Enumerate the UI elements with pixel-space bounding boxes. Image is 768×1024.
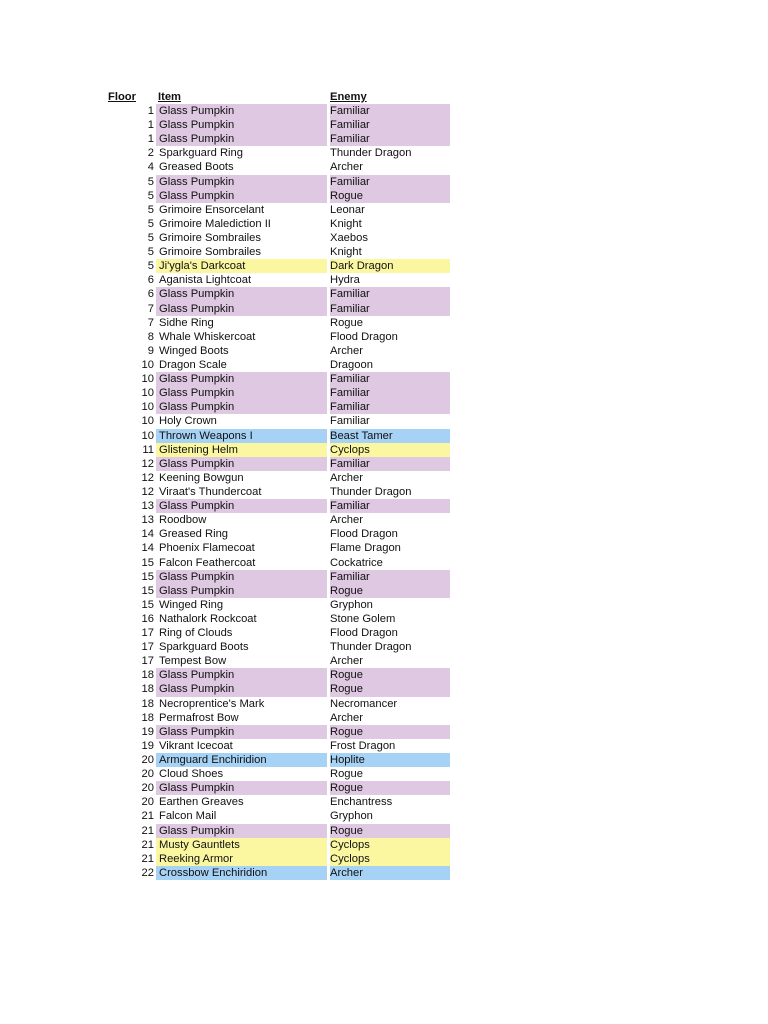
item-cell: Vikrant Icecoat bbox=[159, 739, 233, 752]
item-cell: Winged Ring bbox=[159, 598, 224, 611]
enemy-cell: Cockatrice bbox=[330, 556, 383, 569]
floor-cell: 5 bbox=[147, 189, 154, 202]
floor-cell: 6 bbox=[147, 288, 154, 301]
floor-cell: 20 bbox=[141, 796, 154, 809]
item-cell: Thrown Weapons I bbox=[156, 429, 327, 443]
item-cell: Glass Pumpkin bbox=[156, 499, 327, 513]
floor-cell: 10 bbox=[141, 415, 154, 428]
item-cell: Necroprentice's Mark bbox=[159, 697, 265, 710]
enemy-cell: Archer bbox=[330, 711, 363, 724]
floor-cell: 5 bbox=[147, 231, 154, 244]
enemy-cell: Familiar bbox=[330, 175, 450, 189]
floor-cell: 12 bbox=[141, 471, 154, 484]
floor-cell: 7 bbox=[147, 316, 154, 329]
item-cell: Glass Pumpkin bbox=[156, 668, 327, 682]
enemy-cell: Familiar bbox=[330, 302, 450, 316]
item-cell: Greased Ring bbox=[159, 528, 229, 541]
floor-cell: 21 bbox=[141, 852, 154, 865]
enemy-cell: Frost Dragon bbox=[330, 739, 396, 752]
enemy-cell: Xaebos bbox=[330, 231, 368, 244]
item-cell: Roodbow bbox=[159, 514, 207, 527]
floor-cell: 20 bbox=[141, 754, 154, 767]
item-cell: Glass Pumpkin bbox=[156, 400, 327, 414]
item-cell: Glass Pumpkin bbox=[156, 570, 327, 584]
floor-cell: 21 bbox=[141, 810, 154, 823]
floor-cell: 15 bbox=[141, 570, 154, 583]
enemy-cell: Flood Dragon bbox=[330, 528, 398, 541]
item-cell: Glass Pumpkin bbox=[156, 118, 327, 132]
floor-cell: 12 bbox=[141, 485, 154, 498]
enemy-cell: Archer bbox=[330, 866, 450, 880]
floor-cell: 21 bbox=[141, 824, 154, 837]
item-cell: Ji'ygla's Darkcoat bbox=[156, 259, 327, 273]
enemy-cell: Dragoon bbox=[330, 358, 373, 371]
item-cell: Aganista Lightcoat bbox=[159, 274, 252, 287]
floor-cell: 15 bbox=[141, 598, 154, 611]
floor-cell: 10 bbox=[141, 387, 154, 400]
item-cell: Glass Pumpkin bbox=[156, 824, 327, 838]
enemy-cell: Archer bbox=[330, 655, 363, 668]
item-cell: Ring of Clouds bbox=[159, 627, 233, 640]
enemy-cell: Archer bbox=[330, 161, 363, 174]
item-cell: Glass Pumpkin bbox=[156, 104, 327, 118]
enemy-cell: Familiar bbox=[330, 570, 450, 584]
floor-cell: 1 bbox=[147, 133, 154, 146]
floor-cell: 19 bbox=[141, 725, 154, 738]
item-cell: Glass Pumpkin bbox=[156, 302, 327, 316]
item-cell: Falcon Feathercoat bbox=[159, 556, 256, 569]
item-cell: Crossbow Enchiridion bbox=[156, 866, 327, 880]
enemy-cell: Hydra bbox=[330, 274, 360, 287]
item-cell: Sparkguard Boots bbox=[159, 641, 249, 654]
floor-cell: 10 bbox=[141, 401, 154, 414]
floor-cell: 5 bbox=[147, 246, 154, 259]
enemy-cell: Cyclops bbox=[330, 443, 450, 457]
item-cell: Tempest Bow bbox=[159, 655, 227, 668]
item-cell: Falcon Mail bbox=[159, 810, 217, 823]
floor-cell: 17 bbox=[141, 641, 154, 654]
floor-cell: 13 bbox=[141, 514, 154, 527]
floor-cell: 17 bbox=[141, 655, 154, 668]
enemy-cell: Rogue bbox=[330, 682, 450, 696]
floor-cell: 18 bbox=[141, 697, 154, 710]
item-cell: Glass Pumpkin bbox=[156, 457, 327, 471]
item-cell: Phoenix Flamecoat bbox=[159, 542, 255, 555]
enemy-cell: Rogue bbox=[330, 668, 450, 682]
enemy-cell: Archer bbox=[330, 514, 363, 527]
enemy-cell: Familiar bbox=[330, 415, 370, 428]
enemy-cell: Rogue bbox=[330, 316, 363, 329]
enemy-cell: Thunder Dragon bbox=[330, 147, 412, 160]
enemy-cell: Familiar bbox=[330, 386, 450, 400]
item-cell: Nathalork Rockcoat bbox=[159, 612, 257, 625]
item-cell: Glass Pumpkin bbox=[156, 584, 327, 598]
enemy-column-header: Enemy bbox=[330, 91, 367, 103]
enemy-cell: Enchantress bbox=[330, 796, 393, 809]
floor-cell: 20 bbox=[141, 782, 154, 795]
floor-cell: 14 bbox=[141, 542, 154, 555]
enemy-cell: Familiar bbox=[330, 400, 450, 414]
floor-cell: 5 bbox=[147, 260, 154, 273]
enemy-cell: Flame Dragon bbox=[330, 542, 401, 555]
enemy-cell: Familiar bbox=[330, 499, 450, 513]
floor-cell: 10 bbox=[141, 429, 154, 442]
floor-cell: 19 bbox=[141, 739, 154, 752]
floor-cell: 10 bbox=[141, 358, 154, 371]
floor-cell: 18 bbox=[141, 711, 154, 724]
item-cell: Musty Gauntlets bbox=[156, 838, 327, 852]
enemy-cell: Rogue bbox=[330, 824, 450, 838]
item-cell: Whale Whiskercoat bbox=[159, 330, 256, 343]
floor-cell: 15 bbox=[141, 556, 154, 569]
enemy-cell: Familiar bbox=[330, 372, 450, 386]
item-cell: Glass Pumpkin bbox=[156, 175, 327, 189]
item-cell: Glass Pumpkin bbox=[156, 386, 327, 400]
floor-cell: 17 bbox=[141, 627, 154, 640]
item-cell: Viraat's Thundercoat bbox=[159, 485, 262, 498]
floor-cell: 21 bbox=[141, 838, 154, 851]
enemy-cell: Knight bbox=[330, 217, 362, 230]
floor-cell: 6 bbox=[147, 274, 154, 287]
floor-cell: 8 bbox=[147, 330, 154, 343]
item-cell: Grimoire Sombrailes bbox=[159, 231, 261, 244]
item-cell: Winged Boots bbox=[159, 344, 229, 357]
item-cell: Sidhe Ring bbox=[159, 316, 214, 329]
floor-column-header: Floor bbox=[108, 91, 136, 103]
enemy-cell: Familiar bbox=[330, 457, 450, 471]
floor-cell: 18 bbox=[141, 683, 154, 696]
enemy-cell: Necromancer bbox=[330, 697, 398, 710]
floor-cell: 1 bbox=[147, 119, 154, 132]
enemy-cell: Cyclops bbox=[330, 852, 450, 866]
item-cell: Grimoire Ensorcelant bbox=[159, 203, 265, 216]
enemy-cell: Knight bbox=[330, 246, 362, 259]
enemy-cell: Familiar bbox=[330, 104, 450, 118]
floor-cell: 5 bbox=[147, 217, 154, 230]
enemy-cell: Archer bbox=[330, 344, 363, 357]
item-cell: Sparkguard Ring bbox=[159, 147, 243, 160]
floor-cell: 7 bbox=[147, 302, 154, 315]
item-column-header: Item bbox=[158, 91, 182, 103]
floor-cell: 11 bbox=[142, 443, 154, 456]
enemy-cell: Flood Dragon bbox=[330, 627, 398, 640]
enemy-cell: Rogue bbox=[330, 725, 450, 739]
enemy-cell: Flood Dragon bbox=[330, 330, 398, 343]
item-cell: Glass Pumpkin bbox=[156, 287, 327, 301]
item-cell: Glass Pumpkin bbox=[156, 372, 327, 386]
enemy-cell: Gryphon bbox=[330, 810, 373, 823]
item-cell: Grimoire Sombrailes bbox=[159, 246, 261, 259]
floor-cell: 14 bbox=[141, 528, 154, 541]
item-cell: Keening Bowgun bbox=[159, 471, 244, 484]
enemy-cell: Stone Golem bbox=[330, 612, 396, 625]
item-cell: Greased Boots bbox=[159, 161, 234, 174]
floor-cell: 22 bbox=[141, 866, 154, 879]
enemy-cell: Familiar bbox=[330, 118, 450, 132]
item-cell: Reeking Armor bbox=[156, 852, 327, 866]
item-cell: Glass Pumpkin bbox=[156, 682, 327, 696]
floor-cell: 18 bbox=[141, 669, 154, 682]
enemy-cell: Rogue bbox=[330, 189, 450, 203]
item-cell: Permafrost Bow bbox=[159, 711, 239, 724]
enemy-cell: Dark Dragon bbox=[330, 259, 450, 273]
item-cell: Cloud Shoes bbox=[159, 768, 224, 781]
enemy-cell: Cyclops bbox=[330, 838, 450, 852]
floor-cell: 4 bbox=[147, 161, 154, 174]
enemy-cell: Familiar bbox=[330, 132, 450, 146]
item-cell: Glistening Helm bbox=[156, 443, 327, 457]
floor-cell: 10 bbox=[141, 373, 154, 386]
enemy-cell: Leonar bbox=[330, 203, 365, 216]
item-cell: Dragon Scale bbox=[159, 358, 227, 371]
enemy-cell: Rogue bbox=[330, 768, 363, 781]
floor-cell: 5 bbox=[147, 175, 154, 188]
enemy-cell: Hoplite bbox=[330, 753, 450, 767]
floor-cell: 20 bbox=[141, 768, 154, 781]
enemy-cell: Thunder Dragon bbox=[330, 485, 412, 498]
floor-cell: 9 bbox=[147, 344, 154, 357]
enemy-cell: Gryphon bbox=[330, 598, 373, 611]
item-cell: Glass Pumpkin bbox=[156, 132, 327, 146]
floor-cell: 2 bbox=[147, 147, 154, 160]
floor-cell: 1 bbox=[147, 105, 154, 117]
enemy-cell: Archer bbox=[330, 471, 363, 484]
item-cell: Glass Pumpkin bbox=[156, 725, 327, 739]
enemy-cell: Thunder Dragon bbox=[330, 641, 412, 654]
item-cell: Earthen Greaves bbox=[159, 796, 244, 809]
floor-cell: 13 bbox=[141, 500, 154, 513]
floor-cell: 15 bbox=[141, 584, 154, 597]
item-cell: Glass Pumpkin bbox=[156, 781, 327, 795]
item-cell: Grimoire Malediction II bbox=[159, 217, 271, 230]
floor-cell: 16 bbox=[141, 612, 154, 625]
floor-cell: 5 bbox=[147, 203, 154, 216]
item-cell: Holy Crown bbox=[159, 415, 217, 428]
item-cell: Armguard Enchiridion bbox=[156, 753, 327, 767]
item-cell: Glass Pumpkin bbox=[156, 189, 327, 203]
enemy-cell: Familiar bbox=[330, 287, 450, 301]
floor-cell: 12 bbox=[141, 457, 154, 470]
enemy-cell: Rogue bbox=[330, 584, 450, 598]
enemy-cell: Beast Tamer bbox=[330, 429, 450, 443]
enemy-cell: Rogue bbox=[330, 781, 450, 795]
